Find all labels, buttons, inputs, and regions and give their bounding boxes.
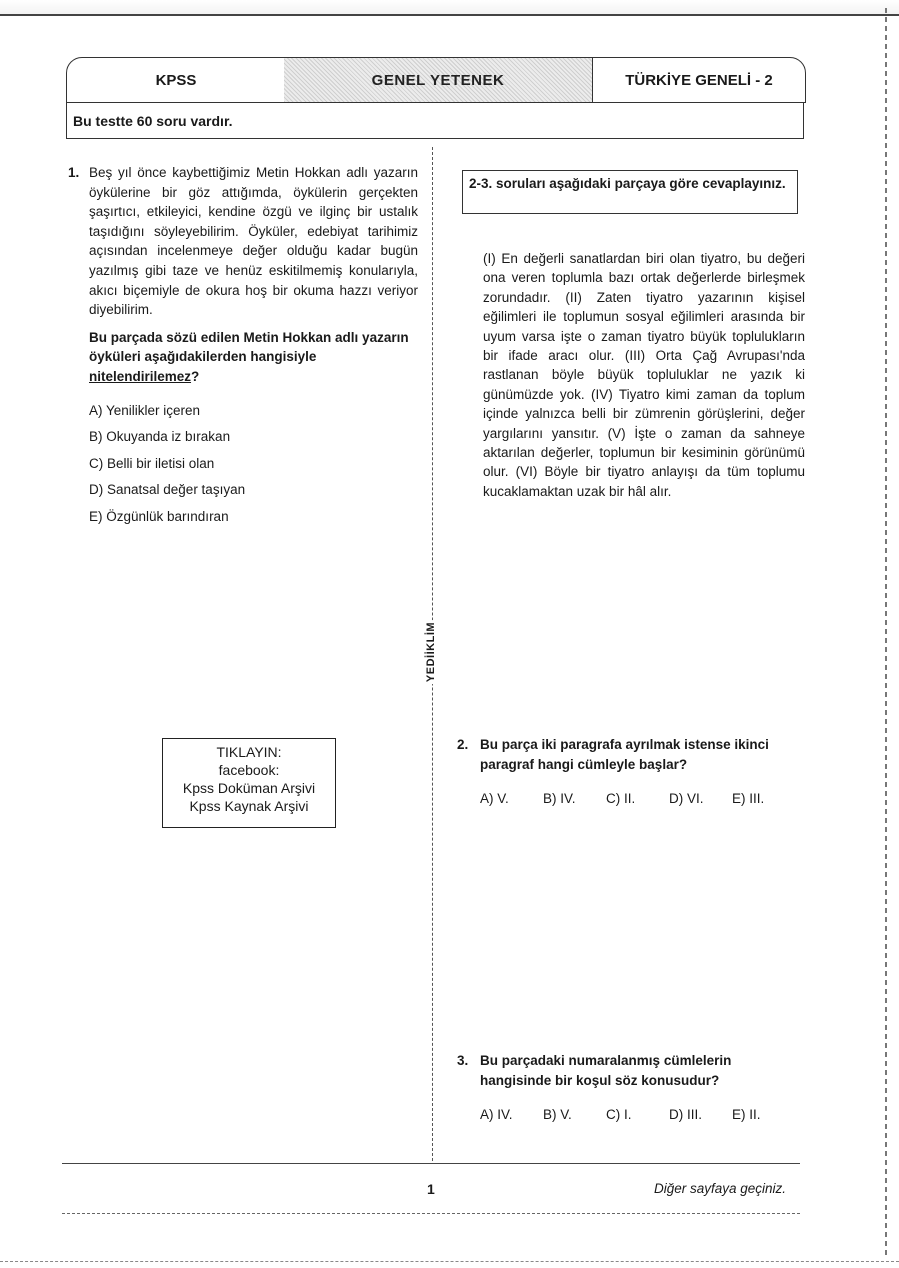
question-1	[68, 163, 418, 534]
option-b[interactable]: B) Okuyanda iz bırakan	[89, 429, 231, 445]
option-c[interactable]: C) II.	[606, 791, 636, 806]
option-a[interactable]: A) IV.	[480, 1107, 513, 1122]
option-b[interactable]: B) V.	[543, 1107, 572, 1122]
publisher-name: YEDİİKLİM	[425, 621, 437, 683]
notice-line-1: TIKLAYIN:	[216, 744, 282, 760]
passage-instruction: 2-3. soruları aşağıdaki parçaya göre cevaplayınız.	[462, 170, 798, 214]
reading-passage: (I) En değerli sanatlardan biri olan tiyatro, bu değeri ona veren toplumla bazı ortak değerlerde birleşmek zorundadır. (II) Zaten tiyatro yazarının kişisel eğilimleri ile toplumun sosyal eğilimleri arasında bir uyum varsa işte o zaman tiyatro büyük toplulukların bir ifade aracı olur. (III) Orta Çağ Avrupası'nda rastlanan böyle büyük topluluklar ne yazık ki günümüzde yok. (IV) Tiyatro kimi zaman da toplum içinde yalnızca belli bir zümrenin görüşlerini, değer yargılarını yansıtır. (V) İşte o zaman da sahneye aktarılan değerler, toplumun bir kesiminin görünümü olur. (VI) Böyle bir tiyatro anlayışı da tüm toplumu kucaklamaktan uzak bir hâl alır.	[483, 251, 805, 499]
next-page-note: Diğer sayfaya geçiniz.	[654, 1181, 787, 1196]
footer-rule-bottom	[62, 1213, 800, 1214]
answer-options	[89, 401, 418, 527]
footer-rule	[62, 1163, 800, 1164]
option-c[interactable]: C) I.	[606, 1107, 632, 1122]
question-stem: Bu parçadaki numaralanmış cümlelerin hangisinde bir koşul söz konusudur?	[480, 1053, 732, 1088]
promo-notice-box	[162, 738, 336, 828]
question-stem: Bu parça iki paragrafa ayrılmak istense ikinci paragraf hangi cümleyle başlar?	[480, 737, 769, 772]
page-number: 1	[427, 1181, 435, 1197]
notice-line-2: facebook:	[218, 762, 280, 778]
option-a[interactable]: A) V.	[480, 791, 509, 806]
option-d[interactable]: D) Sanatsal değer taşıyan	[89, 482, 246, 498]
prompt-text: Bu parçada sözü edilen Metin Hokkan adlı yazarın öyküleri aşağıdakilerden hangisiyle	[89, 329, 409, 365]
notice-line-4: Kpss Kaynak Arşivi	[189, 798, 309, 814]
question-number: 3.	[457, 1053, 469, 1068]
header-section-label: GENEL YETENEK	[371, 71, 505, 89]
option-d[interactable]: D) III.	[669, 1107, 702, 1122]
answer-options	[480, 789, 802, 809]
option-e[interactable]: E) Özgünlük barındıran	[89, 508, 229, 524]
question-number: 2.	[457, 737, 469, 752]
option-b[interactable]: B) IV.	[543, 791, 576, 806]
option-a[interactable]: A) Yenilikler içeren	[89, 402, 201, 418]
scan-edge-bottom	[0, 1261, 899, 1262]
question-3	[457, 1051, 802, 1125]
notice-line-3: Kpss Doküman Arşivi	[182, 780, 316, 796]
header-section-name	[284, 57, 592, 103]
answer-options	[480, 1105, 802, 1125]
prompt-end: ?	[191, 368, 200, 384]
header-exam-edition: TÜRKİYE GENELİ - 2	[592, 57, 806, 103]
publisher-side-label	[411, 612, 451, 692]
question-stem: Beş yıl önce kaybettiğimiz Metin Hokkan adlı yazarın öykülerine bir göz attığımda, öykülerin gerçekten şaşırtıcı, etkileyici, kendine özgü ve ilginç bir ustalık taşıdığını söyleyebilirim. Öyküler, edebiyat tarihimiz açısından incelenmeye değer olduğu kadar bugün yazılmış gibi taze ve henüz eskitilmemiş konularıyla, akıcı biçemiyle de okura hoş bir okuma hazzı veriyor diyebilirim.	[89, 165, 418, 318]
scan-edge-right	[885, 8, 887, 1258]
question-2	[457, 735, 802, 809]
option-c[interactable]: C) Belli bir iletisi olan	[89, 455, 215, 471]
option-e[interactable]: E) III.	[732, 791, 765, 806]
prompt-underlined: nitelendirilemez	[89, 368, 192, 384]
option-e[interactable]: E) II.	[732, 1107, 761, 1122]
question-prompt	[89, 328, 418, 387]
header-exam-name: KPSS	[66, 57, 286, 103]
scan-edge-top	[0, 0, 899, 16]
question-number: 1.	[68, 165, 80, 180]
exam-header	[66, 57, 806, 103]
question-count-note: Bu testte 60 soru vardır.	[66, 103, 804, 139]
option-d[interactable]: D) VI.	[669, 791, 704, 806]
question-body	[89, 163, 418, 527]
